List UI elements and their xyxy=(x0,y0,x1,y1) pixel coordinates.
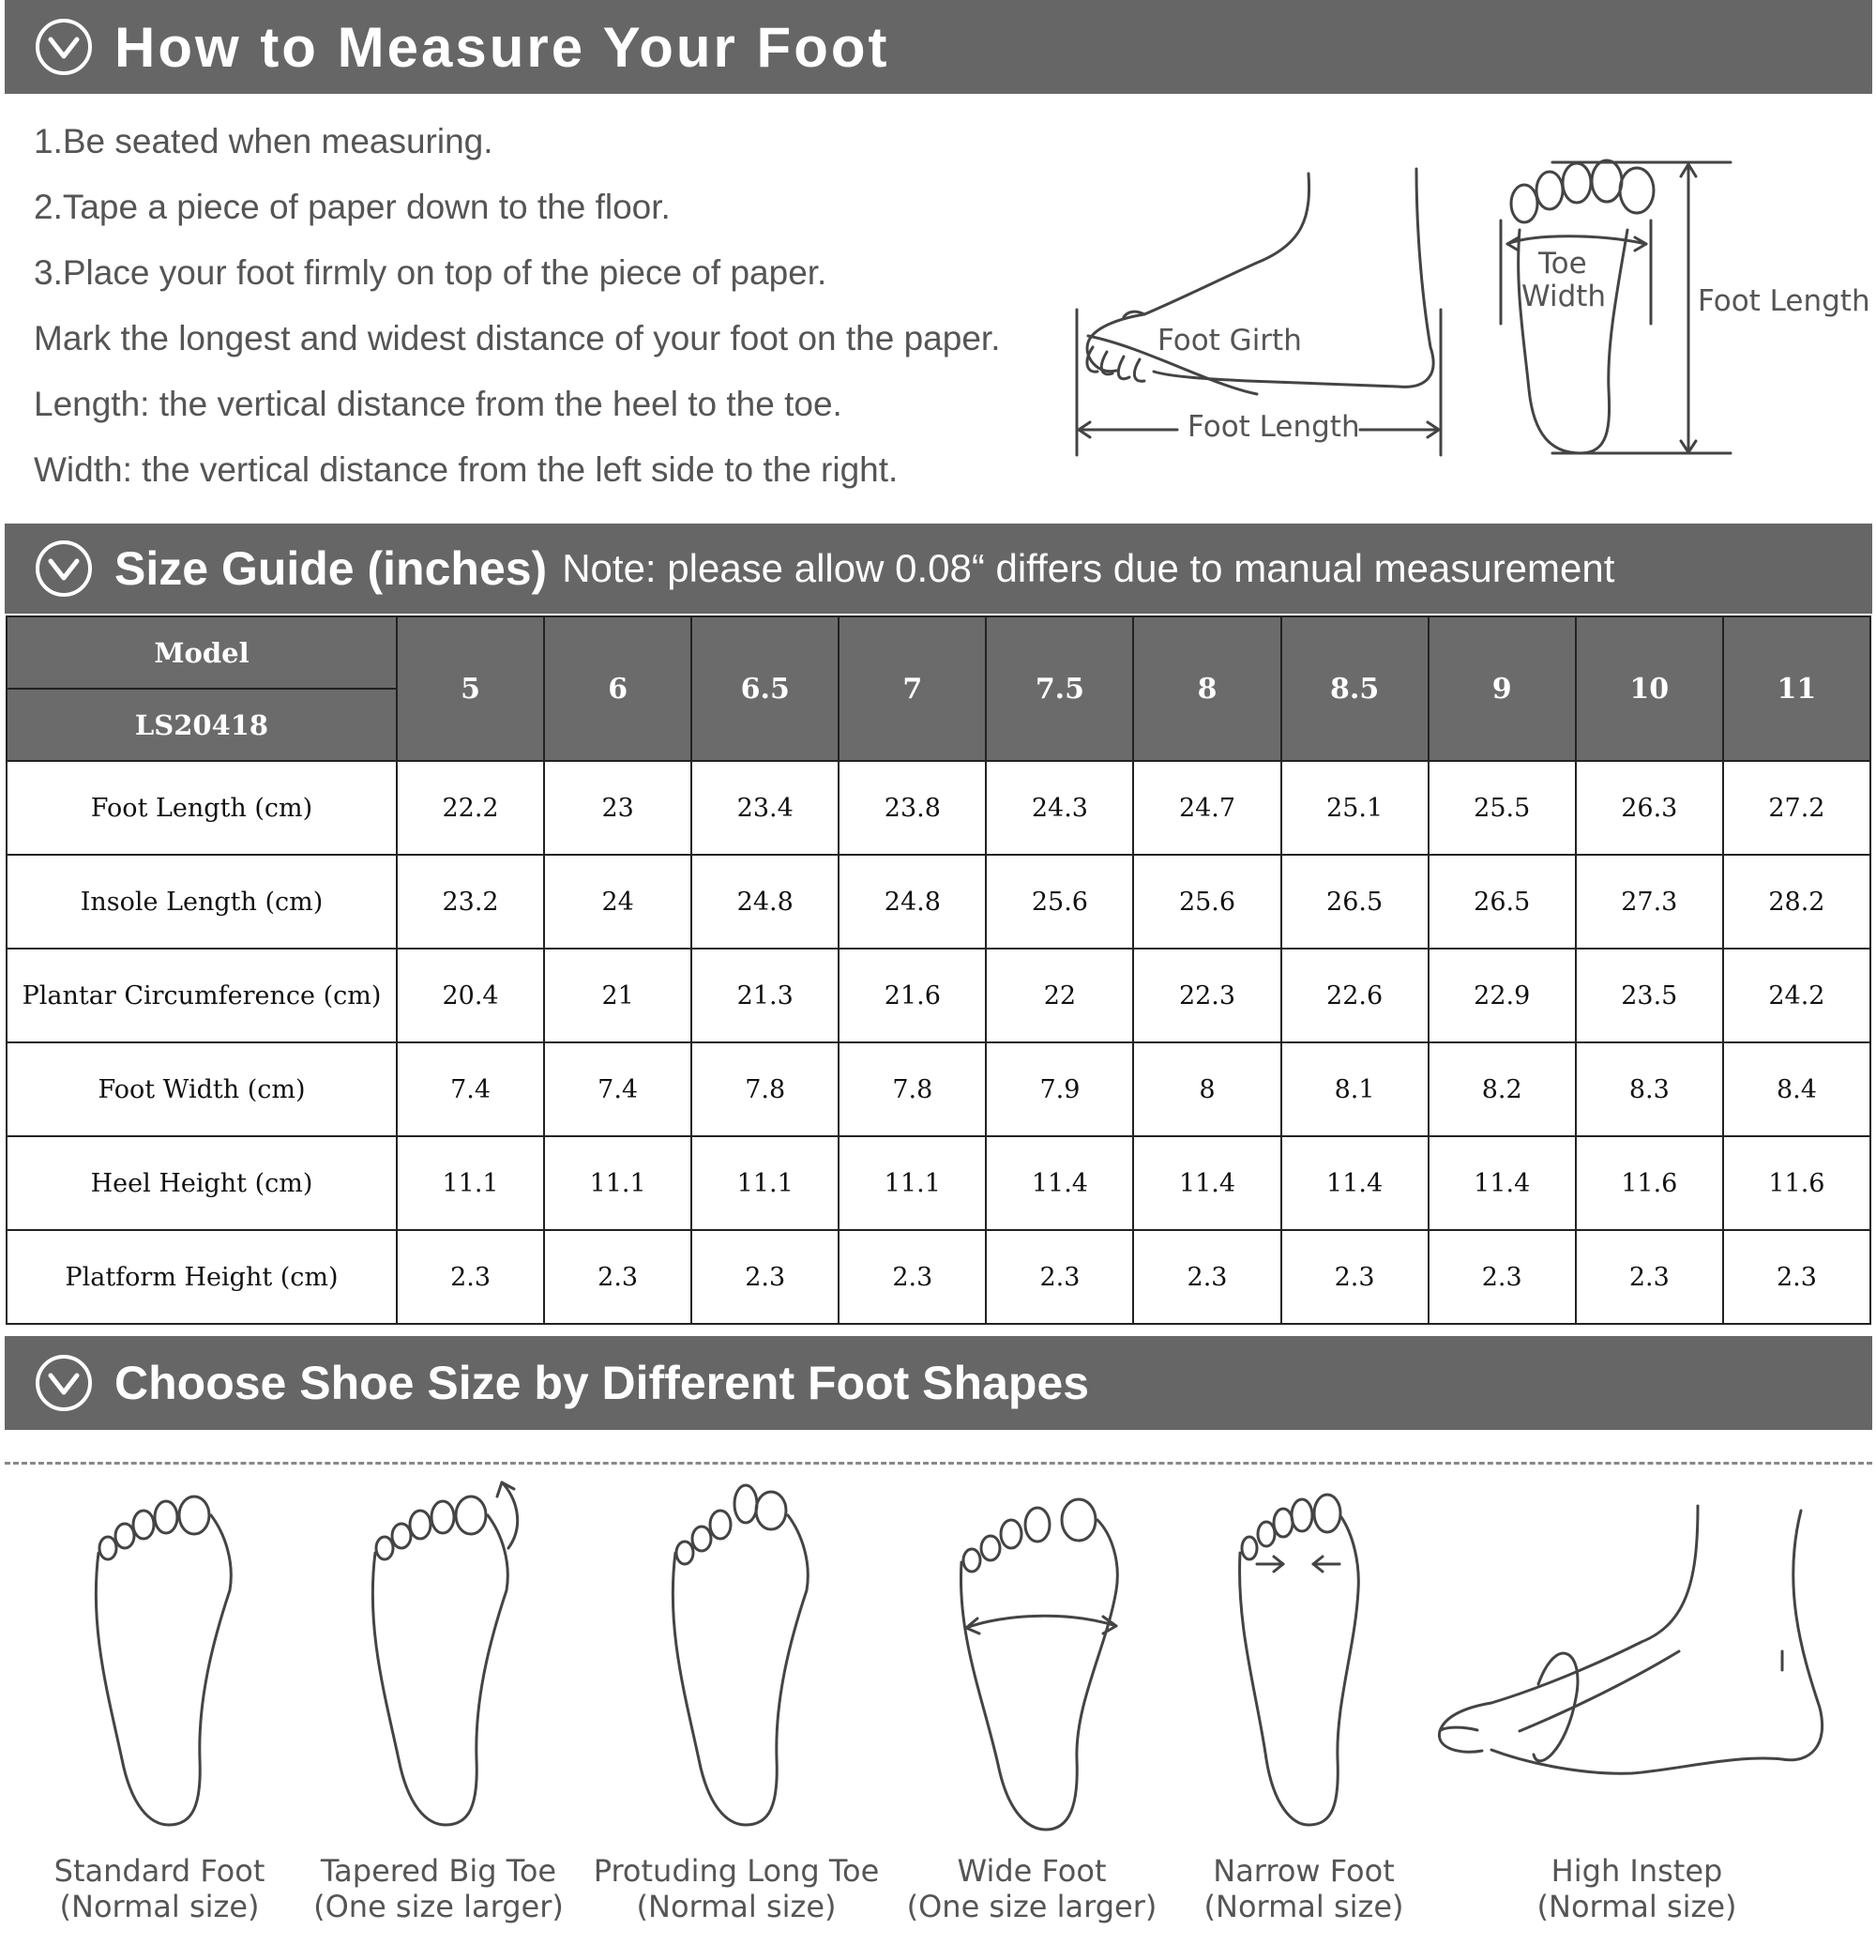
measure-header xyxy=(5,0,1872,94)
table-cell: 26.5 xyxy=(1429,855,1576,949)
step-4: Mark the longest and widest distance of your foot on the paper. xyxy=(34,319,1001,357)
shape-label-standard xyxy=(38,1853,281,1924)
table-cell: 11.1 xyxy=(544,1136,691,1230)
shape-label-tapered xyxy=(310,1853,567,1924)
table-cell: 2.3 xyxy=(397,1230,544,1324)
size-guide-header xyxy=(5,524,1872,614)
size-header: 7.5 xyxy=(986,616,1133,761)
model-label: Model xyxy=(7,616,397,689)
shape-note: (Normal size) xyxy=(59,1889,260,1924)
step-2: 2.Tape a piece of paper down to the floor. xyxy=(34,188,671,226)
table-cell: 23 xyxy=(544,761,691,855)
sole-foot-length-label: Foot Length xyxy=(1698,284,1870,318)
table-cell: 8 xyxy=(1133,1042,1280,1136)
table-cell: 21.6 xyxy=(839,949,986,1042)
table-cell: 11.4 xyxy=(1133,1136,1280,1230)
table-cell: 22.3 xyxy=(1133,949,1280,1042)
table-cell: 22.6 xyxy=(1281,949,1429,1042)
table-cell: 11.1 xyxy=(691,1136,839,1230)
table-row xyxy=(7,1230,1870,1324)
table-cell: 28.2 xyxy=(1723,855,1870,949)
table-cell: 22.9 xyxy=(1429,949,1576,1042)
table-cell: 11.6 xyxy=(1576,1136,1723,1230)
row-label: Foot Length (cm) xyxy=(7,761,397,855)
table-cell: 8.3 xyxy=(1576,1042,1723,1136)
table-cell: 25.1 xyxy=(1281,761,1429,855)
table-cell: 8.1 xyxy=(1281,1042,1429,1136)
shape-note: (One size larger) xyxy=(906,1889,1157,1924)
table-cell: 7.9 xyxy=(986,1042,1133,1136)
shape-note: (Normal size) xyxy=(636,1889,837,1924)
table-cell: 2.3 xyxy=(986,1230,1133,1324)
table-cell: 22 xyxy=(986,949,1133,1042)
shape-note: (Normal size) xyxy=(1203,1889,1404,1924)
shape-name: High Instep xyxy=(1551,1853,1723,1889)
size-header: 5 xyxy=(397,616,544,761)
table-cell: 11.6 xyxy=(1723,1136,1870,1230)
shape-name: Tapered Big Toe xyxy=(320,1853,557,1889)
table-cell: 21 xyxy=(544,949,691,1042)
protuding-long-toe-illustration xyxy=(647,1459,835,1834)
shape-label-narrow xyxy=(1191,1853,1416,1924)
row-label: Heel Height (cm) xyxy=(7,1136,397,1230)
table-cell: 23.2 xyxy=(397,855,544,949)
table-row xyxy=(7,855,1870,949)
shape-label-wide xyxy=(905,1853,1158,1924)
row-label: Platform Height (cm) xyxy=(7,1230,397,1324)
table-cell: 7.4 xyxy=(397,1042,544,1136)
size-guide-title: Size Guide (inches) xyxy=(114,542,548,595)
table-cell: 23.4 xyxy=(691,761,839,855)
shape-label-protuding xyxy=(591,1853,882,1924)
size-header: 7 xyxy=(839,616,986,761)
width-label: Width xyxy=(1521,280,1607,313)
table-row xyxy=(7,949,1870,1042)
table-cell: 11.4 xyxy=(1281,1136,1429,1230)
table-cell: 24.8 xyxy=(839,855,986,949)
side-foot-length-label: Foot Length xyxy=(1188,410,1360,444)
table-cell: 27.3 xyxy=(1576,855,1723,949)
dashed-divider xyxy=(5,1462,1872,1465)
table-cell: 7.8 xyxy=(839,1042,986,1136)
row-label: Plantar Circumference (cm) xyxy=(7,949,397,1042)
table-row xyxy=(7,1136,1870,1230)
size-header: 6.5 xyxy=(691,616,839,761)
shape-name: Narrow Foot xyxy=(1213,1853,1395,1889)
table-cell: 23.8 xyxy=(839,761,986,855)
table-cell: 2.3 xyxy=(1133,1230,1280,1324)
shape-name: Protuding Long Toe xyxy=(593,1853,880,1889)
table-cell: 26.5 xyxy=(1281,855,1429,949)
table-cell: 22.2 xyxy=(397,761,544,855)
shape-note: (One size larger) xyxy=(313,1889,564,1924)
row-label: Insole Length (cm) xyxy=(7,855,397,949)
table-cell: 2.3 xyxy=(1576,1230,1723,1324)
size-header: 8 xyxy=(1133,616,1280,761)
table-cell: 11.1 xyxy=(839,1136,986,1230)
measure-steps xyxy=(34,111,1000,505)
table-cell: 11.4 xyxy=(986,1136,1133,1230)
step-6: Width: the vertical distance from the left side to the right. xyxy=(34,450,899,489)
table-cell: 2.3 xyxy=(1281,1230,1429,1324)
size-header: 6 xyxy=(544,616,691,761)
table-cell: 11.4 xyxy=(1429,1136,1576,1230)
table-cell: 27.2 xyxy=(1723,761,1870,855)
table-cell: 2.3 xyxy=(1723,1230,1870,1324)
table-cell: 24.8 xyxy=(691,855,839,949)
narrow-foot-illustration xyxy=(1219,1459,1407,1834)
size-header: 9 xyxy=(1429,616,1576,761)
table-cell: 24.7 xyxy=(1133,761,1280,855)
table-cell: 24 xyxy=(544,855,691,949)
high-instep-illustration xyxy=(1426,1492,1838,1792)
step-1: 1.Be seated when measuring. xyxy=(34,122,493,160)
table-cell: 21.3 xyxy=(691,949,839,1042)
size-header: 8.5 xyxy=(1281,616,1429,761)
table-cell: 2.3 xyxy=(1429,1230,1576,1324)
chevron-down-icon xyxy=(34,1353,94,1413)
tapered-big-toe-illustration xyxy=(347,1459,553,1834)
table-cell: 8.4 xyxy=(1723,1042,1870,1136)
shape-label-high-instep xyxy=(1520,1853,1754,1924)
table-row xyxy=(7,761,1870,855)
table-cell: 8.2 xyxy=(1429,1042,1576,1136)
table-cell: 25.6 xyxy=(986,855,1133,949)
size-table xyxy=(6,615,1871,1325)
table-cell: 24.3 xyxy=(986,761,1133,855)
step-3: 3.Place your foot firmly on top of the piece of paper. xyxy=(34,253,827,292)
table-cell: 23.5 xyxy=(1576,949,1723,1042)
table-cell: 11.1 xyxy=(397,1136,544,1230)
row-label: Foot Width (cm) xyxy=(7,1042,397,1136)
table-row xyxy=(7,1042,1870,1136)
chevron-down-icon xyxy=(34,539,94,599)
table-cell: 20.4 xyxy=(397,949,544,1042)
size-header: 11 xyxy=(1723,616,1870,761)
table-cell: 24.2 xyxy=(1723,949,1870,1042)
table-cell: 25.6 xyxy=(1133,855,1280,949)
shape-name: Wide Foot xyxy=(957,1853,1107,1889)
step-5: Length: the vertical distance from the heel to the toe. xyxy=(34,385,842,423)
table-cell: 7.4 xyxy=(544,1042,691,1136)
size-header: 10 xyxy=(1576,616,1723,761)
table-cell: 2.3 xyxy=(544,1230,691,1324)
shapes-header xyxy=(5,1336,1872,1430)
table-cell: 7.8 xyxy=(691,1042,839,1136)
table-cell: 2.3 xyxy=(691,1230,839,1324)
shape-note: (Normal size) xyxy=(1536,1889,1737,1924)
chevron-down-icon xyxy=(34,17,94,77)
toe-label: Toe xyxy=(1538,247,1587,281)
standard-foot-illustration xyxy=(70,1459,258,1834)
foot-girth-label: Foot Girth xyxy=(1157,324,1302,357)
wide-foot-illustration xyxy=(947,1459,1135,1834)
size-guide-note: Note: please allow 0.08“ differs due to manual measurement xyxy=(562,546,1615,590)
measure-title: How to Measure Your Foot xyxy=(114,15,890,79)
shapes-title: Choose Shoe Size by Different Foot Shapes xyxy=(114,1357,1090,1409)
table-cell: 2.3 xyxy=(839,1230,986,1324)
table-cell: 26.3 xyxy=(1576,761,1723,855)
shape-name: Standard Foot xyxy=(53,1853,265,1889)
model-value: LS20418 xyxy=(7,689,397,761)
table-cell: 25.5 xyxy=(1429,761,1576,855)
